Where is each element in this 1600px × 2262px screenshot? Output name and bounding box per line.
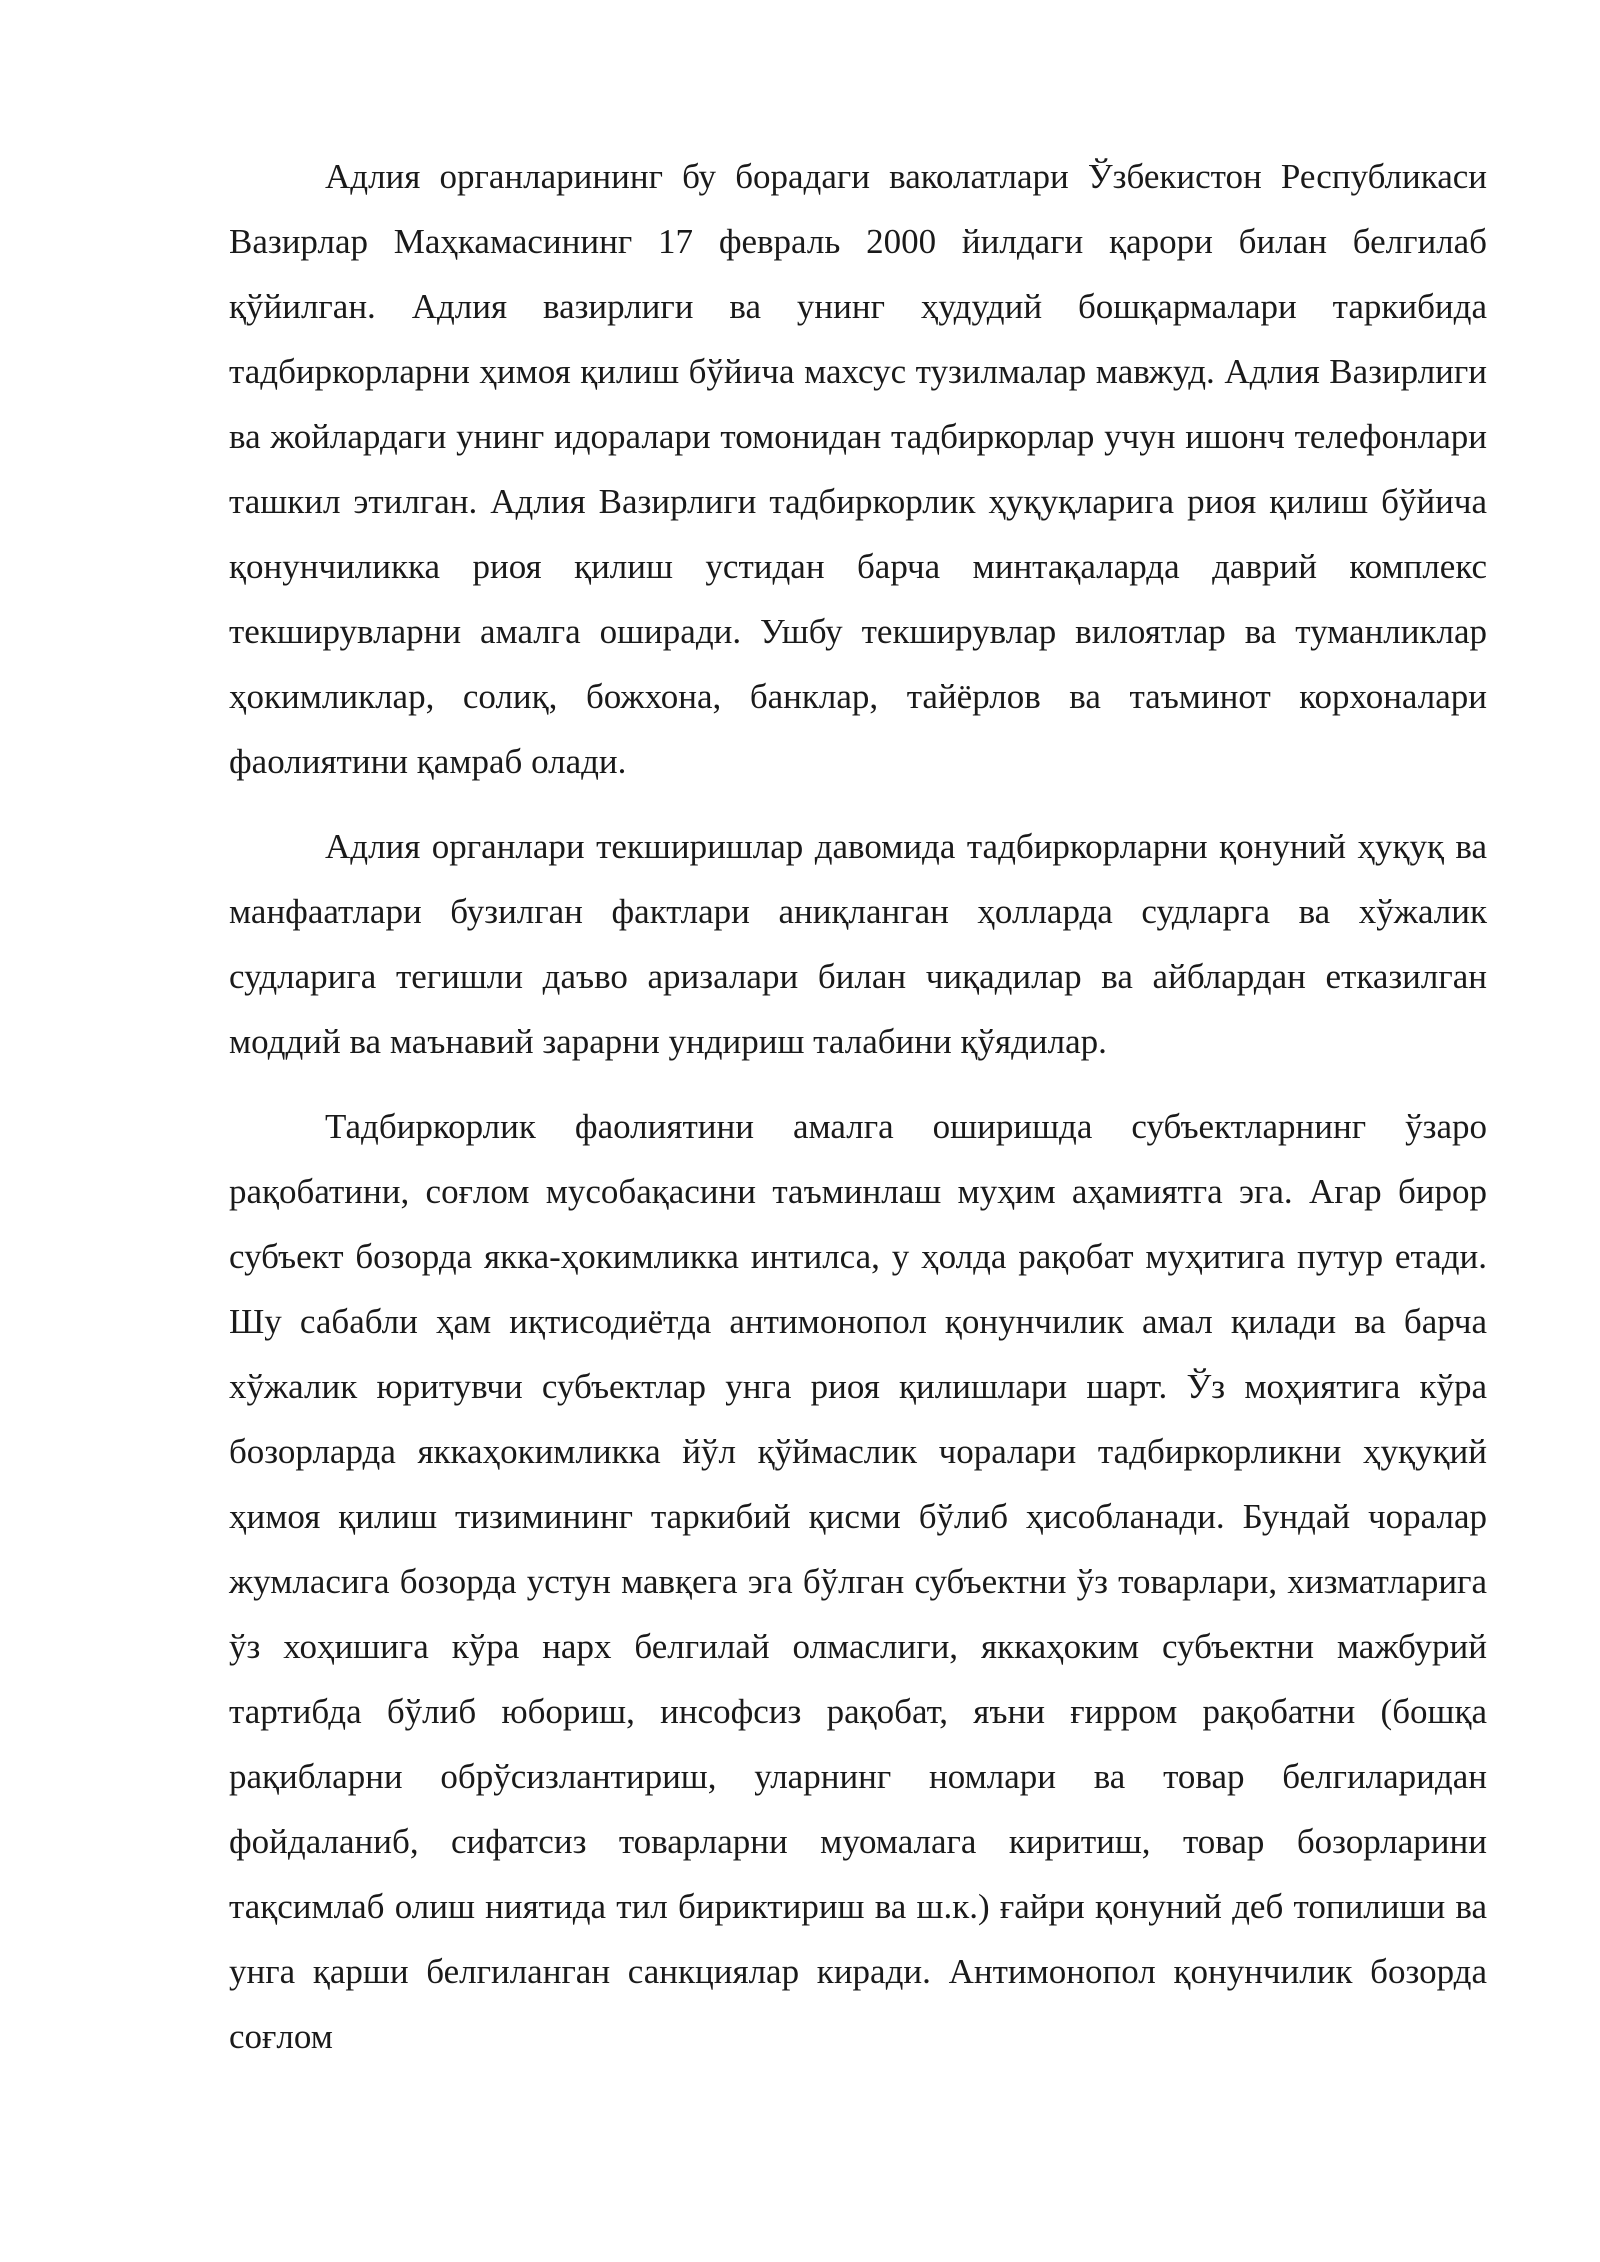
document-page [229,144,1487,2089]
paragraph-1: Адлия органларининг бу борадаги ваколатлари Ўзбекистон Республикаси Вазирлар Маҳкамасининг 17 февраль 2000 йилдаги қарори билан белгилаб қўйилган. Адлия вазирлиги ва унинг ҳудудий бошқармалари таркибида тадбиркорларни ҳимоя қилиш бўйича махсус тузилмалар мавжуд. Адлия Вазирлиги ва жойлардаги унинг идоралари томонидан тадбиркорлар учун ишонч телефонлари ташкил этилган. Адлия Вазирлиги тадбиркорлик ҳуқуқларига риоя қилиш бўйича қонунчиликка риоя қилиш устидан барча минтақаларда даврий комплекс текширувларни амалга оширади. Ушбу текширувлар вилоятлар ва туманликлар ҳокимликлар, солиқ, божхона, банклар, тайёрлов ва таъминот корхоналари фаолиятини қамраб олади. [229,157,1487,781]
paragraph-3: Тадбиркорлик фаолиятини амалга оширишда субъектларнинг ўзаро рақобатини, соғлом мусобақасини таъминлаш муҳим аҳамиятга эга. Агар бирор субъект бозорда якка-ҳокимликка интилса, у ҳолда рақобат муҳитига путур етади. Шу сабабли ҳам иқтисодиётда антимонопол қонунчилик амал қилади ва барча хўжалик юритувчи субъектлар унга риоя қилишлари шарт. Ўз моҳиятига кўра бозорларда яккаҳокимликка йўл қўймаслик чоралари тадбиркорликни ҳуқуқий ҳимоя қилиш тизимининг таркибий қисми бўлиб ҳисобланади. Бундай чоралар жумласига бозорда устун мавқега эга бўлган субъектни ўз товарлари, хизматларига ўз хоҳишига кўра нарх белгилай олмаслиги, яккаҳоким субъектни мажбурий тартибда бўлиб юбориш, инсофсиз рақобат, яъни ғирром рақобатни (бошқа рақибларни обрўсизлантириш, уларнинг номлари ва товар белгиларидан фойдаланиб, сифатсиз товарларни муомалага киритиш, товар бозорларини тақсимлаб олиш ниятида тил бириктириш ва ш.к.) ғайри қонуний деб топилиши ва унга қарши белгиланган санкциялар киради. Антимонопол қонунчилик бозорда соғлом [229,1107,1487,2056]
paragraph-2: Адлия органлари текширишлар давомида тадбиркорларни қонуний ҳуқуқ ва манфаатлари бузилган фактлари аниқланган ҳолларда судларга ва хўжалик судларига тегишли даъво аризалари билан чиқадилар ва айблардан етказилган моддий ва маънавий зарарни ундириш талабини қўядилар. [229,827,1487,1061]
